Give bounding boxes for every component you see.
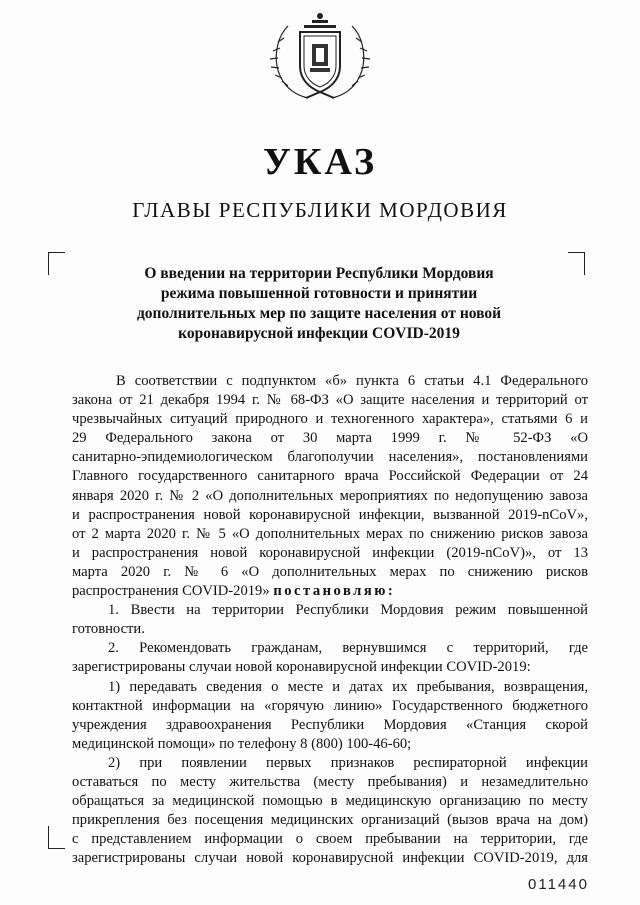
preamble-line: чрезвычайных ситуаций природного и техногенного характера», статьями 6 и xyxy=(72,411,588,428)
preamble-line: санитарно-эпидемиологическом благополучии населения», постановлениями xyxy=(72,449,588,466)
decree-body xyxy=(72,372,588,868)
preamble-line: от 2 марта 2020 г. № 5 «О дополнительных мерах по снижению рисков завоза xyxy=(72,525,588,542)
decree-heading xyxy=(120,264,518,344)
preamble-line: и распространения новой коронавирусной инфекции, вызванной 2019-nCoV», xyxy=(72,506,588,523)
preamble-line: Главного государственного санитарного врача Российской Федерации от 24 xyxy=(72,468,588,485)
corner-mark-top-right xyxy=(568,252,585,275)
decree-word: постановляю: xyxy=(273,583,396,600)
preamble-line: 29 Федерального закона от 30 марта 1999 г. № 52-ФЗ «О xyxy=(72,430,588,447)
item2-line: 2. Рекомендовать гражданам, вернувшимся с территорий, где xyxy=(108,640,588,657)
subitem1-line: медицинской помощи» по телефону 8 (800) 100-46-60; xyxy=(72,735,412,752)
subitem1-line: учреждения здравоохранения Республики Мордовия «Станция скорой xyxy=(72,716,588,733)
preamble-line: и распространения новой коронавирусной инфекции (2019-nCoV)», от 13 xyxy=(72,544,588,561)
item1-line: 1. Ввести на территории Республики Мордовия режим повышенной xyxy=(108,602,588,619)
document-subtitle: ГЛАВЫ РЕСПУБЛИКИ МОРДОВИЯ xyxy=(132,198,508,222)
preamble-line: января 2020 г. № 2 «О дополнительных мероприятиях по недопущению завоза xyxy=(72,487,588,504)
subitem1-line: 1) передавать сведения о месте и датах их пребывания, возвращения, xyxy=(108,678,588,695)
corner-mark-top-left xyxy=(48,252,65,275)
heading-line: О введении на территории Республики Мордовия xyxy=(144,265,494,282)
subitem1-line: контактной информации на «горячую линию» Государственного бюджетного xyxy=(72,697,588,714)
coat-of-arms-emblem xyxy=(268,6,372,104)
preamble-last-line xyxy=(72,582,588,601)
subitem2-line: оставаться по месту жительства (месту пребывания) и незамедлительно xyxy=(72,773,588,790)
subitem2-line: обращаться за медицинской помощью в медицинскую организацию по месту xyxy=(72,793,588,810)
item1-line: готовности. xyxy=(72,621,145,638)
preamble-line: марта 2020 г. № 6 «О дополнительных мерах по снижению рисков xyxy=(72,563,588,580)
corner-mark-bottom-left xyxy=(48,826,65,849)
heading-line: коронавирусной инфекции COVID-2019 xyxy=(178,325,460,342)
preamble-last-text: распространения COVID-2019» xyxy=(72,583,270,600)
subitem2-line: зарегистрированы случаи новой коронавирусной инфекции COVID-2019, для xyxy=(72,850,588,867)
heading-line: дополнительных мер по защите населения от новой xyxy=(136,305,502,322)
subitem2-line: прикрепления без посещения медицинских организаций (вызов врача на дом) xyxy=(72,812,588,829)
preamble-line: В соответствии с подпунктом «б» пункта 6 статьи 4.1 Федерального xyxy=(116,373,588,389)
subitem2-line: 2) при появлении первых признаков респираторной инфекции xyxy=(108,754,588,771)
subitem2-line: с представлением информации о своем пребывании на территории, где xyxy=(72,831,588,848)
heading-line: режима повышенной готовности и принятии xyxy=(160,285,478,302)
serial-number: 011440 xyxy=(528,876,589,893)
document-title: УКАЗ xyxy=(263,141,377,183)
item2-line: зарегистрированы случаи новой коронавирусной инфекции COVID-2019: xyxy=(72,659,531,676)
preamble-line: закона от 21 декабря 1994 г. № 68-ФЗ «О защите населения и территорий от xyxy=(72,392,588,409)
